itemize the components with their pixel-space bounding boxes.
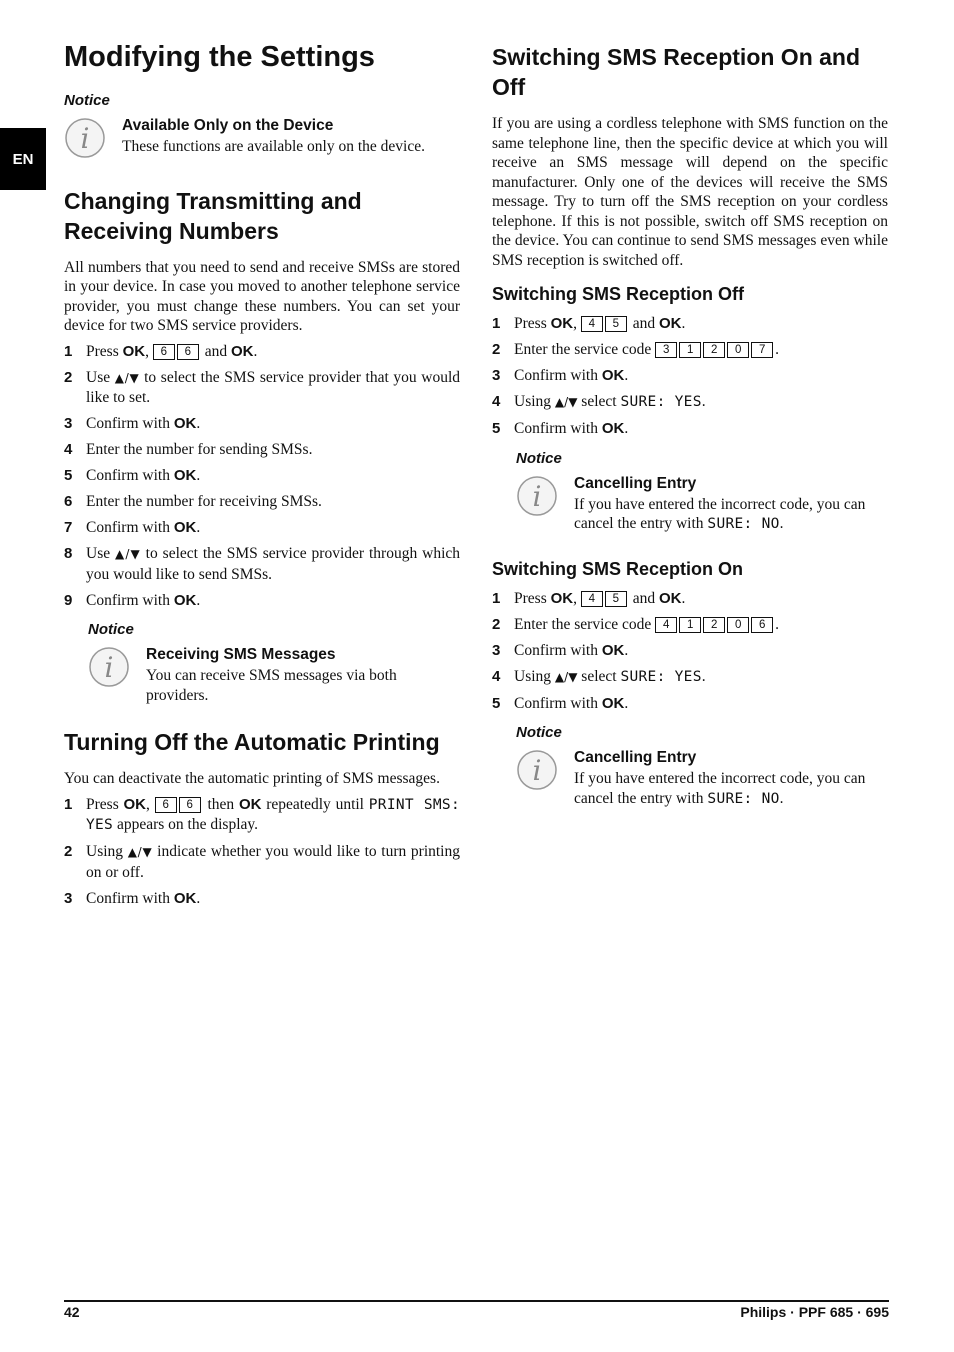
key-7: 7 (751, 342, 773, 358)
list-item: 6 Enter the number for receiving SMSs. (64, 493, 322, 511)
svg-text:i: i (80, 121, 90, 155)
steps-list (64, 342, 460, 611)
display-text: PRINT SMS: YES (86, 796, 460, 834)
key-0: 0 (727, 617, 749, 633)
steps-list (492, 314, 888, 439)
notice-title: Cancelling Entry (574, 474, 697, 492)
notice-box (64, 115, 460, 164)
key-4: 4 (581, 591, 603, 607)
list-item: 3 Confirm with OK. (64, 415, 201, 433)
list-item: 2 Use ▲/▼ to select the SMS service provider that you would like to set. (64, 368, 461, 407)
section-heading: Switching SMS Reception On and Off (492, 44, 861, 100)
list-item: 1 Press OK, 6 6 and OK. (64, 342, 258, 360)
notice-title: Available Only on the Device (122, 116, 334, 134)
key-2: 2 (703, 342, 725, 358)
key-3: 3 (655, 342, 677, 358)
list-item: 5 Confirm with OK. (492, 420, 629, 437)
list-item: 3 Confirm with OK. (492, 641, 629, 659)
up-down-arrow-icon: ▲/▼ (115, 547, 141, 562)
page-number: 42 (64, 1304, 80, 1320)
section-intro: If you are using a cordless telephone with SMS function on the same telephone line, then the specific device at which you will receive an SMS message will depend on the specific manufacturer. Only one of the devices will receive the SMS message. Try to turn off the SMS reception on your cordless telephone. If this is not possible, switch off SMS reception on the device. You can continue to send SMS messages even while SMS reception is switched off. (492, 115, 888, 269)
display-text: SURE: YES (620, 668, 702, 685)
list-item: 3 Confirm with OK. (64, 889, 201, 907)
notice-box (516, 747, 888, 809)
list-item: 5 Confirm with OK. (64, 467, 201, 485)
notice-label: Notice (516, 724, 562, 741)
up-down-arrow-icon: ▲/▼ (554, 669, 578, 684)
list-item: 4 Enter the number for sending SMSs. (64, 441, 313, 459)
list-item: 4 Using ▲/▼ select SURE: YES. (492, 393, 706, 410)
key-5: 5 (605, 316, 627, 332)
list-item: 4 Using ▲/▼ select SURE: YES. (492, 667, 706, 685)
page-footer (64, 1304, 889, 1320)
key-2: 2 (703, 617, 725, 633)
section-heading: Changing Transmitting and Receiving Numbers (64, 187, 362, 244)
notice-title: Cancelling Entry (574, 749, 697, 766)
right-column (492, 40, 888, 831)
list-item: 3 Confirm with OK. (492, 367, 629, 384)
notice-title: Receiving SMS Messages (146, 646, 336, 664)
svg-text:i: i (104, 651, 114, 685)
svg-text:i: i (532, 754, 542, 787)
list-item: 7 Confirm with OK. (64, 519, 201, 537)
product-name: Philips · PPF 685 · 695 (740, 1304, 889, 1320)
footer-divider (64, 1300, 889, 1302)
language-label: EN (12, 150, 34, 168)
notice-label: Notice (88, 621, 134, 639)
section-intro: You can deactivate the automatic printing of SMS messages. (64, 770, 440, 788)
notice-body: If you have entered the incorrect code, you can cancel the entry with SURE: NO. (574, 770, 866, 807)
key-6: 6 (751, 617, 773, 633)
list-item: 5 Confirm with OK. (492, 694, 629, 712)
up-down-arrow-icon: ▲/▼ (127, 845, 153, 860)
info-icon (88, 644, 146, 705)
left-column (64, 40, 460, 918)
info-icon (516, 747, 574, 809)
key-1: 1 (679, 342, 701, 358)
subsection-heading: Switching SMS Reception Off (492, 284, 745, 304)
list-item: 1 Press OK, 4 5 and OK. (492, 315, 686, 332)
page-title: Modifying the Settings (64, 41, 375, 73)
key-6: 6 (179, 797, 201, 813)
list-item: 2 Using ▲/▼ indicate whether you would like to turn printing on or off. (64, 843, 460, 881)
subsection-heading: Switching SMS Reception On (492, 558, 744, 579)
up-down-arrow-icon: ▲/▼ (114, 370, 140, 385)
key-4: 4 (581, 316, 603, 332)
key-5: 5 (605, 591, 627, 607)
key-6: 6 (155, 797, 177, 813)
list-item: 2 Enter the service code 3 1 2 0 7 . (492, 341, 780, 358)
steps-list (64, 795, 460, 909)
key-1: 1 (679, 617, 701, 633)
key-6: 6 (177, 344, 199, 360)
notice-body: You can receive SMS messages via both providers. (146, 667, 397, 704)
list-item: 1 Press OK, 6 6 then OK repeatedly until PRINT SMS: YES appears on the display. (64, 795, 460, 834)
section-heading: Turning Off the Automatic Printing (64, 729, 440, 756)
list-item: 1 Press OK, 4 5 and OK. (492, 589, 686, 607)
notice-body: If you have entered the incorrect code, you can cancel the entry with SURE: NO. (574, 495, 866, 532)
info-icon (64, 115, 122, 164)
display-text: SURE: YES (620, 394, 702, 410)
key-0: 0 (727, 342, 749, 358)
notice-box (88, 644, 460, 705)
info-icon (516, 473, 574, 535)
notice-body: These functions are available only on the device. (122, 137, 425, 155)
notice-label: Notice (64, 91, 110, 109)
list-item: 2 Enter the service code 4 1 2 0 6 . (492, 615, 780, 633)
svg-text:i: i (532, 479, 542, 513)
list-item: 9 Confirm with OK. (64, 591, 201, 609)
notice-box (516, 473, 888, 535)
section-intro: All numbers that you need to send and receive SMSs are stored in your device. In case you moved to another telephone service provider, you must change these numbers. You can set your device for two SMS service providers. (64, 258, 460, 335)
up-down-arrow-icon: ▲/▼ (554, 395, 578, 409)
language-tab (0, 128, 46, 190)
steps-list (492, 589, 888, 714)
notice-label: Notice (516, 449, 562, 467)
list-item: 8 Use ▲/▼ to select the SMS service provider through which you would like to send SMSs. (64, 545, 461, 583)
key-6: 6 (153, 344, 175, 360)
key-4: 4 (655, 617, 677, 633)
